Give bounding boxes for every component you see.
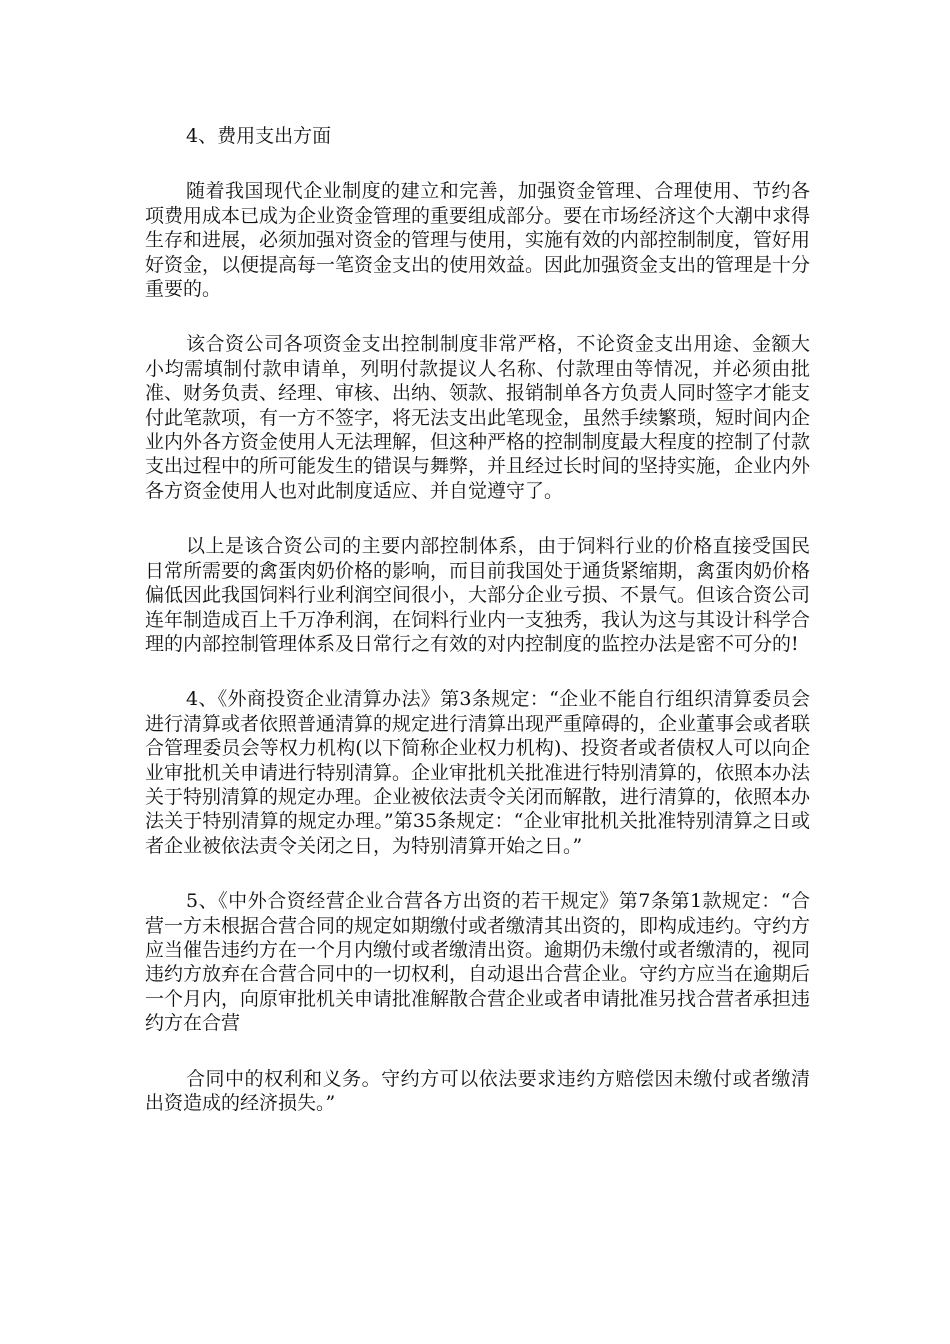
- document-page: [145, 124, 810, 1115]
- paragraph-fund-management: 随着我国现代企业制度的建立和完善，加强资金管理、合理使用、节约各项费用成本已成为企业资金管理的重要组成部分。要在市场经济这个大潮中求得生存和进展，必须加强对资金的管理与使用，实施有效的内部控制制度，管好用好资金，以便提高每一笔资金支出的使用效益。因此加强资金支出的管理是十分重要的。: [145, 180, 811, 301]
- section-heading: 4、费用支出方面: [186, 125, 332, 147]
- paragraph-expense-control: 该合资公司各项资金支出控制制度非常严格，不论资金支出用途、金额大小均需填制付款申请单，列明付款提议人名称、付款理由等情况，并必须由批准、财务负责、经理、审核、出纳、领款、报销制单各方负责人同时签字才能支付此笔款项，有一方不签字，将无法支出此笔现金，虽然手续繁琐，短时间内企业内外各方资金使用人无法理解，但这种严格的控制制度最大程度的控制了付款支出过程中的所可能发生的错误与舞弊，并且经过长时间的坚持实施，企业内外各方资金使用人也对此制度适应、并自觉遵守了。: [145, 333, 811, 502]
- paragraph-summary: 以上是该合资公司的主要内部控制体系，由于饲料行业的价格直接受国民日常所需要的禽蛋肉奶价格的影响，而目前我国处于通货紧缩期，禽蛋肉奶价格偏低因此我国饲料行业利润空间很小，大部分企业亏损、不景气。但该合资公司连年制造成百上千万净利润，在饲料行业内一支独秀，我认为这与其设计科学合理的内部控制管理体系及日常行之有效的对内控制度的监控办法是密不可分的!: [145, 535, 811, 655]
- paragraph-liquidation-rules: 4、《外商投资企业清算办法》第3条规定：“企业不能自行组织清算委员会进行清算或者依照普通清算的规定进行清算出现严重障碍的，企业董事会或者联合管理委员会等权力机构(以下简称企业权力机构)、投资者或者债权人可以向企业审批机关申请进行特别清算。企业审批机关批准进行特别清算的，依照本办法关于特别清算的规定办理。企业被依法责令关闭而解散，进行清算的，依照本办法关于特别清算的规定办理。”第35条规定：“企业审批机关批准特别清算之日或者企业被依法责令关闭之日，为特别清算开始之日。”: [145, 688, 811, 857]
- paragraph-contribution-continued: 合同中的权利和义务。守约方可以依法要求违约方赔偿因未缴付或者缴清出资造成的经济损失。”: [145, 1067, 810, 1114]
- paragraph-contribution-rules: 5、《中外合资经营企业合营各方出资的若干规定》第7条第1款规定：“合营一方未根据合营合同的规定如期缴付或者缴清其出资的，即构成违约。守约方应当催告违约方在一个月内缴付或者缴清出资。逾期仍未缴付或者缴清的，视同违约方放弃在合营合同中的一切权利，自动退出合营企业。守约方应当在逾期后一个月内，向原审批机关申请批准解散合营企业或者申请批准另找合营者承担违约方在合营: [145, 890, 811, 1035]
